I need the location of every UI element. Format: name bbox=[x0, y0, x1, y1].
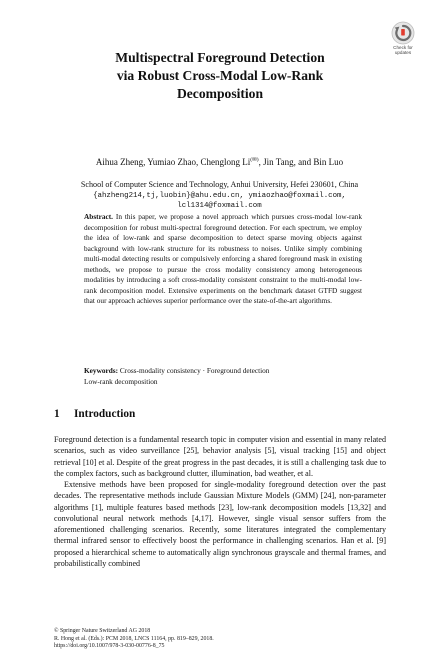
badge-label-line2: updates bbox=[394, 50, 412, 55]
keywords bbox=[84, 366, 362, 387]
paragraph-2: Extensive methods have been proposed for single-modality foreground detection over the past decades. The representative methods include Gaussian Mixture Models (GMM) [24], non-parameter algorithms [1], multiple features based methods [23], low-rank decomposition models [13,32] and convolutional neural network methods [4,17]. However, single visual sensor suffers from the aforementioned challenging scenarios. Recently, some literatures integrated the complementary thermal infrared sensor to effectively boost the performance in challenging scenarios. Han et al. [9] proposed a hierarchical scheme to automatically align synchronous grayscale and thermal frames, and probabilistically combined bbox=[54, 480, 386, 568]
paragraph-1: Foreground detection is a fundamental research topic in computer vision and essential in many related scenarios, such as video surveillance [25], behavior analysis [5], visual tracking [15] and object retrieval [10] et al. Despite of the great progress in the past decades, it is still a challenging task due to the complex factors, such as background clutter, illumination, bad weather, et al. bbox=[54, 435, 386, 478]
institution: School of Computer Science and Technology, Anhui University, Hefei 230601, China bbox=[80, 180, 359, 189]
check-for-updates-icon bbox=[391, 21, 415, 45]
section-number: 1 bbox=[54, 408, 60, 420]
affiliation bbox=[40, 180, 399, 212]
abstract bbox=[84, 212, 362, 307]
doi-link[interactable]: https://doi.org/10.1007/978-3-030-00776-8_75 bbox=[54, 643, 165, 650]
authors-rest: , Jin Tang, and Bin Luo bbox=[258, 157, 344, 167]
keywords-line2: Low-rank decomposition bbox=[84, 376, 158, 386]
title-line-3: Decomposition bbox=[176, 86, 264, 101]
badge-label-line1: Check for bbox=[393, 45, 413, 50]
abstract-text: In this paper, we propose a novel approach which pursues cross-modal low-rank decomposition for robust multi-spectral foreground detection. For each spectrum, we employ the idea of low-rank and sparse decomposition to detect sparse moving objects against background with low-rank structure for its robustness to noises. Unlike simply combining multi-modal detecting results or compulsively enforcing a shared foreground mask in existing methods, we propose to pursue the cross modality consistency among heterogeneous modalities by introducing a soft cross-modality consistent constraint to the multi-modal low-rank decomposition model. Extensive experiments on the benchmark dataset GTFD suggest that our approach achieves superior performance over the state-of-the-art algorithms. bbox=[84, 212, 363, 305]
author-list bbox=[0, 154, 439, 168]
abstract-label: Abstract. bbox=[84, 212, 113, 221]
author-emails-line1: {ahzheng214,tj,luobin}@ahu.edu.cn, ymiaozhao@foxmail.com, bbox=[93, 191, 346, 200]
check-for-updates-badge[interactable] bbox=[389, 21, 417, 57]
title-line-2: via Robust Cross-Modal Low-Rank bbox=[116, 68, 324, 83]
authors-first: Aihua Zheng, Yumiao Zhao, Chenglong Li bbox=[95, 157, 251, 167]
author-emails-line2: lcl1314@foxmail.com bbox=[177, 202, 262, 211]
section-heading bbox=[54, 408, 135, 420]
body-text bbox=[54, 434, 386, 569]
publication-footnote bbox=[54, 628, 386, 651]
copyright-line: © Springer Nature Switzerland AG 2018 bbox=[54, 628, 151, 634]
corresponding-author-mark: (✉) bbox=[250, 157, 259, 163]
keywords-line1: Cross-modality consistency · Foreground detection bbox=[119, 366, 270, 375]
title-line-1: Multispectral Foreground Detection bbox=[115, 50, 325, 65]
keywords-label: Keywords: bbox=[84, 366, 119, 375]
section-title: Introduction bbox=[74, 408, 136, 420]
citation-line: R. Hong et al. (Eds.): PCM 2018, LNCS 11164, pp. 819–829, 2018. bbox=[54, 635, 214, 642]
paper-title bbox=[60, 49, 380, 103]
